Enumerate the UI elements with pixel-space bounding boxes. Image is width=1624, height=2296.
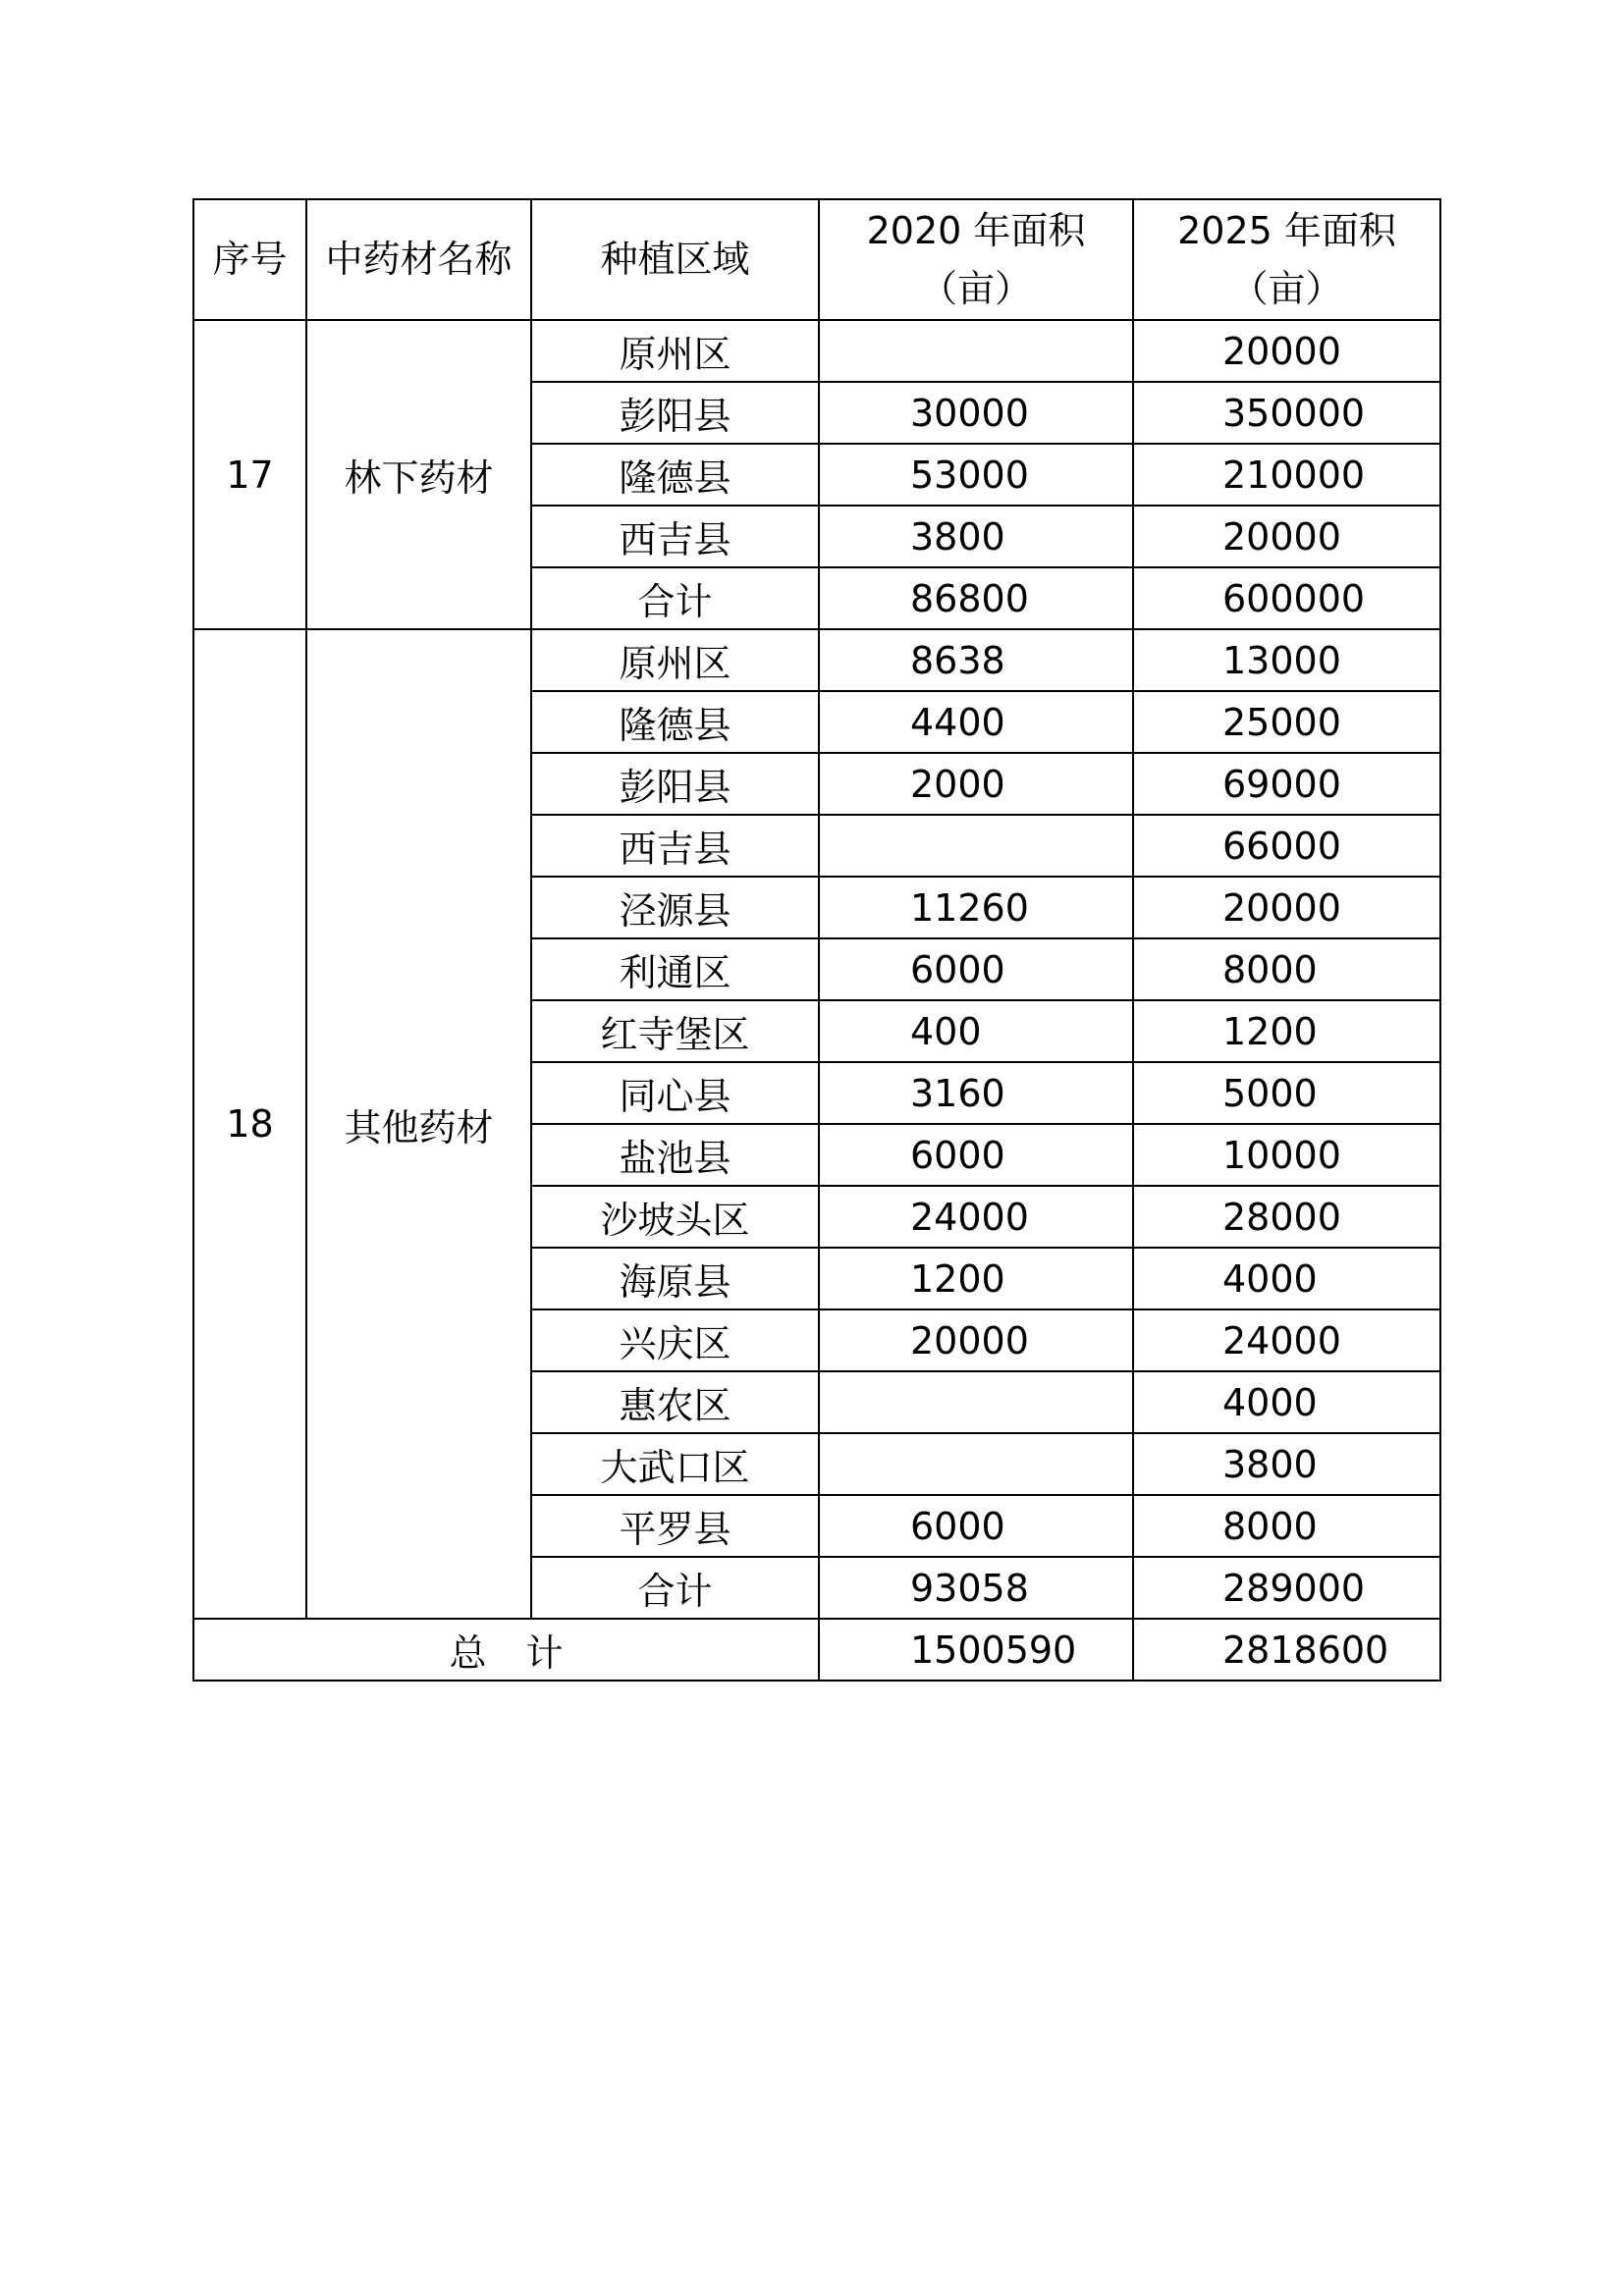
header-2020 [819, 199, 1133, 320]
area-2020-cell: 11260 [819, 877, 1133, 938]
area-2025-cell: 25000 [1133, 691, 1440, 753]
area-2025-cell: 4000 [1133, 1371, 1440, 1433]
area-2020-cell: 20000 [819, 1309, 1133, 1371]
area-2020-cell: 24000 [819, 1186, 1133, 1248]
area-2025-cell: 10000 [1133, 1124, 1440, 1186]
header-row [193, 199, 1440, 320]
area-2025-cell: 3800 [1133, 1433, 1440, 1495]
area-2020-cell: 4400 [819, 691, 1133, 753]
header-2020-line1: 2020 年面积 [866, 208, 1086, 252]
area-2025-cell: 4000 [1133, 1248, 1440, 1309]
area-2020-cell: 30000 [819, 382, 1133, 444]
area-2020-cell [819, 815, 1133, 877]
area-2020-cell: 6000 [819, 1124, 1133, 1186]
subtotal-label: 合计 [531, 1557, 819, 1619]
area-2025-cell: 24000 [1133, 1309, 1440, 1371]
area-2025-cell: 210000 [1133, 444, 1440, 506]
area-2025-cell: 20000 [1133, 877, 1440, 938]
area-2020-cell: 53000 [819, 444, 1133, 506]
header-2025 [1133, 199, 1440, 320]
grand-total-2020: 1500590 [819, 1619, 1133, 1681]
area-2025-cell: 8000 [1133, 1495, 1440, 1557]
region-cell: 沙坡头区 [531, 1186, 819, 1248]
region-cell: 原州区 [531, 320, 819, 382]
region-cell: 隆德县 [531, 444, 819, 506]
region-cell: 平罗县 [531, 1495, 819, 1557]
area-2025-cell: 66000 [1133, 815, 1440, 877]
area-2025-cell: 8000 [1133, 938, 1440, 1000]
area-2020-cell [819, 1371, 1133, 1433]
planting-area-table [192, 198, 1441, 1682]
header-2020-line2: （亩） [919, 266, 1032, 310]
area-2025-cell: 350000 [1133, 382, 1440, 444]
area-2025-cell: 5000 [1133, 1062, 1440, 1124]
area-2025-cell: 20000 [1133, 506, 1440, 567]
group-name: 其他药材 [306, 629, 531, 1619]
group-name: 林下药材 [306, 320, 531, 629]
area-2020-cell: 3160 [819, 1062, 1133, 1124]
region-cell: 兴庆区 [531, 1309, 819, 1371]
region-cell: 盐池县 [531, 1124, 819, 1186]
region-cell: 西吉县 [531, 506, 819, 567]
area-2025-cell: 69000 [1133, 753, 1440, 815]
grand-total-2025: 2818600 [1133, 1619, 1440, 1681]
area-2020-cell [819, 320, 1133, 382]
region-cell: 泾源县 [531, 877, 819, 938]
area-2020-cell: 400 [819, 1000, 1133, 1062]
subtotal-label: 合计 [531, 567, 819, 629]
region-cell: 彭阳县 [531, 753, 819, 815]
area-2020-cell: 8638 [819, 629, 1133, 691]
grand-total-label: 总计 [193, 1619, 819, 1681]
region-cell: 惠农区 [531, 1371, 819, 1433]
header-name: 中药材名称 [306, 199, 531, 320]
area-2020-cell: 6000 [819, 938, 1133, 1000]
subtotal-2025: 600000 [1133, 567, 1440, 629]
table-row [193, 320, 1440, 382]
grand-total-row [193, 1619, 1440, 1681]
area-2020-cell: 6000 [819, 1495, 1133, 1557]
subtotal-2020: 93058 [819, 1557, 1133, 1619]
header-2025-line2: （亩） [1230, 266, 1343, 310]
area-2020-cell: 3800 [819, 506, 1133, 567]
region-cell: 西吉县 [531, 815, 819, 877]
region-cell: 红寺堡区 [531, 1000, 819, 1062]
group-seq: 18 [193, 629, 306, 1619]
area-2025-cell: 1200 [1133, 1000, 1440, 1062]
region-cell: 彭阳县 [531, 382, 819, 444]
area-2025-cell: 28000 [1133, 1186, 1440, 1248]
subtotal-2020: 86800 [819, 567, 1133, 629]
area-2020-cell: 2000 [819, 753, 1133, 815]
header-region: 种植区域 [531, 199, 819, 320]
region-cell: 隆德县 [531, 691, 819, 753]
subtotal-2025: 289000 [1133, 1557, 1440, 1619]
region-cell: 同心县 [531, 1062, 819, 1124]
area-2025-cell: 20000 [1133, 320, 1440, 382]
group-seq: 17 [193, 320, 306, 629]
region-cell: 海原县 [531, 1248, 819, 1309]
header-2025-line1: 2025 年面积 [1177, 208, 1396, 252]
header-seq: 序号 [193, 199, 306, 320]
area-2025-cell: 13000 [1133, 629, 1440, 691]
table-row [193, 629, 1440, 691]
region-cell: 大武口区 [531, 1433, 819, 1495]
region-cell: 原州区 [531, 629, 819, 691]
area-2020-cell: 1200 [819, 1248, 1133, 1309]
area-2020-cell [819, 1433, 1133, 1495]
region-cell: 利通区 [531, 938, 819, 1000]
